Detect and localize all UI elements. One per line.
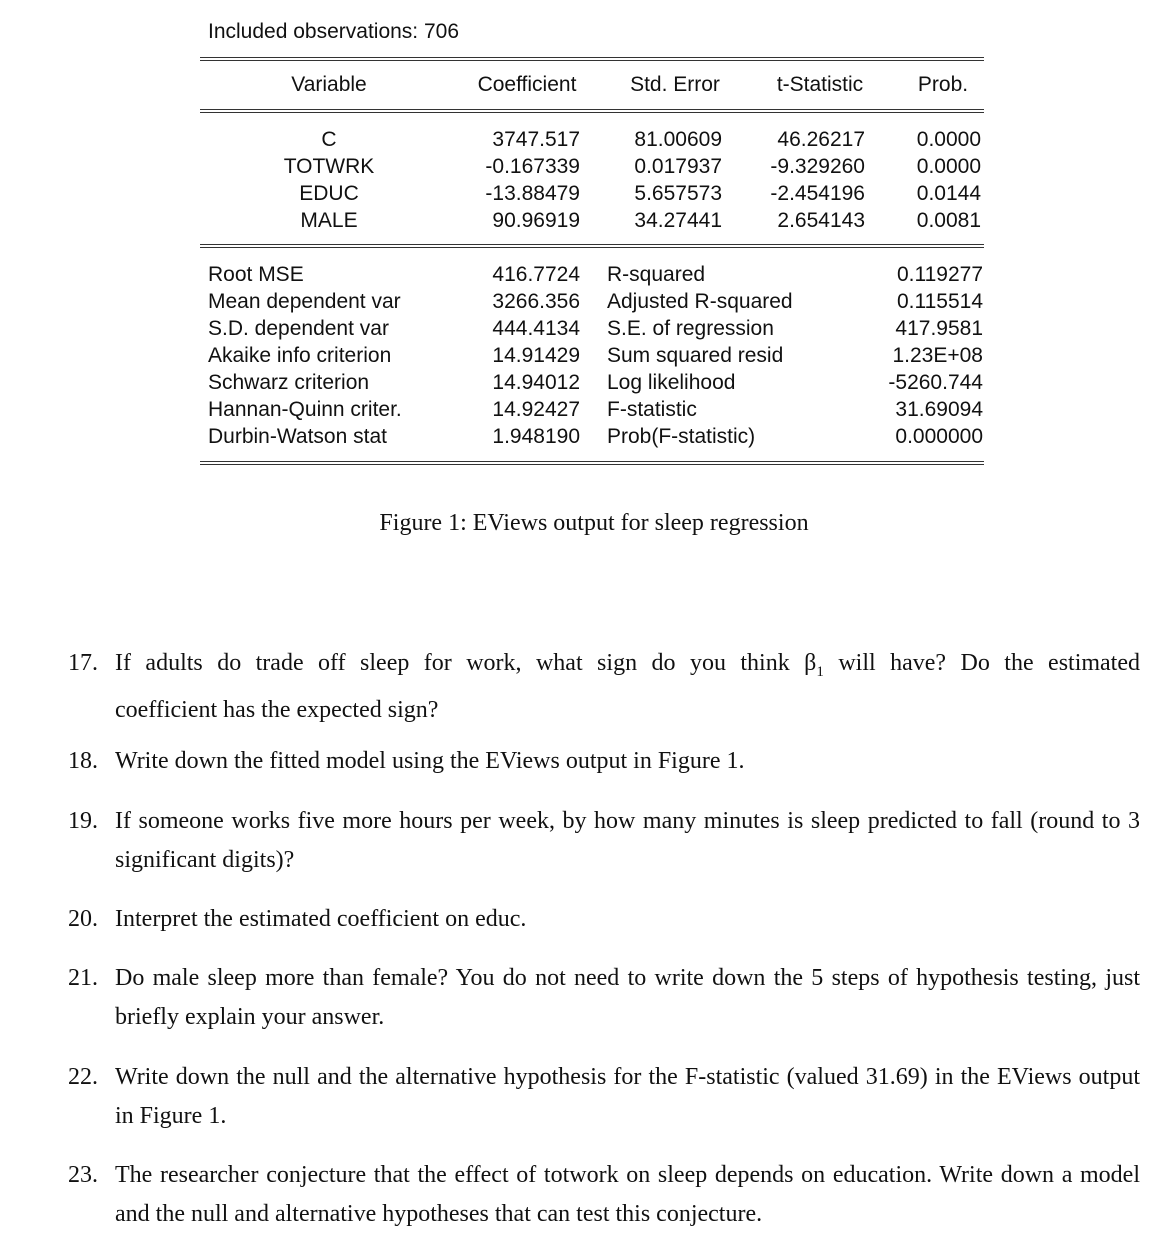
row-std-error: 0.017937	[634, 155, 722, 178]
stat-value: 1.948190	[492, 425, 580, 448]
row-variable: TOTWRK	[283, 155, 375, 178]
question-23	[68, 1156, 1140, 1233]
stat-value: 1.23E+08	[892, 344, 983, 367]
question-text-line1: If adults do trade off sleep for work, what sign do you think $\beta_1$ will have? Do the estimated	[115, 650, 1141, 680]
stat-value: 417.9581	[895, 317, 983, 340]
row-std-error: 81.00609	[634, 128, 722, 151]
row-variable: C	[321, 128, 337, 151]
stat-label: F-statistic	[607, 398, 697, 421]
question-21	[68, 959, 1140, 1036]
stat-value: 14.94012	[492, 371, 580, 394]
row-t-statistic: -9.329260	[770, 155, 865, 178]
row-t-statistic: 2.654143	[777, 209, 865, 232]
question-text: Write down the fitted model using the EViews output in Figure 1.	[115, 748, 745, 774]
stat-value: 31.69094	[895, 398, 983, 421]
question-text: Do male sleep more than female? You do not need to write down the 5 steps of hypothesis testing, just briefly explain your answer.	[115, 965, 1140, 1030]
question-number: 20.	[68, 906, 98, 932]
stat-value: 0.119277	[896, 263, 983, 286]
question-number: 17.	[68, 650, 98, 676]
row-coefficient: -13.88479	[485, 182, 580, 205]
stat-value: 3266.356	[492, 290, 580, 313]
question-text-line2: coefficient has the expected sign?	[115, 697, 439, 724]
question-text: Interpret the estimated coefficient on educ.	[115, 906, 527, 932]
stat-value: 14.92427	[492, 398, 580, 421]
col-header-coefficient: Coefficient	[477, 73, 577, 96]
stat-label: Schwarz criterion	[208, 371, 370, 394]
stat-value: 0.115514	[896, 290, 983, 313]
stat-value: 444.4134	[492, 317, 580, 340]
stat-label: Mean dependent var	[208, 290, 401, 313]
figure-caption: Figure 1: EViews output for sleep regression	[379, 510, 809, 536]
question-number: 23.	[68, 1162, 98, 1188]
col-header-std-error: Std. Error	[630, 73, 720, 96]
table-top-rule	[200, 57, 984, 61]
question-number: 22.	[68, 1064, 98, 1090]
stat-label: R-squared	[607, 263, 706, 286]
row-variable: EDUC	[299, 182, 359, 205]
stat-label: Hannan-Quinn criter.	[208, 398, 402, 421]
question-number: 19.	[68, 808, 98, 834]
header-rule	[200, 109, 984, 113]
row-t-statistic: -2.454196	[770, 182, 865, 205]
stat-value: 416.7724	[492, 263, 580, 286]
row-prob: 0.0144	[916, 182, 981, 205]
col-header-t-statistic: t-Statistic	[776, 73, 864, 96]
stat-label: Prob(F-statistic)	[607, 425, 756, 448]
col-header-prob: Prob.	[917, 73, 969, 96]
row-std-error: 34.27441	[634, 209, 722, 232]
stat-label: Root MSE	[208, 263, 304, 286]
question-number: 21.	[68, 965, 98, 991]
question-20	[68, 900, 1140, 939]
stat-label: S.D. dependent var	[208, 317, 389, 340]
stat-label: Durbin-Watson stat	[208, 425, 387, 448]
row-coefficient: 90.96919	[492, 209, 580, 232]
table-bottom-rule	[200, 461, 984, 465]
question-18	[68, 742, 1140, 781]
row-t-statistic: 46.26217	[777, 128, 865, 151]
question-text: Write down the null and the alternative hypothesis for the F-statistic (valued 31.69) in the EViews output in Figure 1.	[115, 1064, 1140, 1129]
stat-value: -5260.744	[888, 371, 983, 394]
question-text: The researcher conjecture that the effect of totwork on sleep depends on education. Write down a model and the null and alternative hypotheses that can test this conjecture.	[115, 1162, 1140, 1227]
question-19	[68, 802, 1140, 879]
stat-label: Log likelihood	[607, 371, 736, 394]
stats-rule	[200, 244, 984, 248]
row-prob: 0.0000	[916, 155, 981, 178]
stat-label: S.E. of regression	[607, 317, 774, 340]
col-header-variable: Variable	[291, 73, 367, 96]
row-prob: 0.0081	[916, 209, 981, 232]
row-variable: MALE	[300, 209, 358, 232]
row-coefficient: -0.167339	[485, 155, 580, 178]
question-text: If someone works five more hours per week, by how many minutes is sleep predicted to fall (round to 3 significant digits)?	[115, 808, 1140, 873]
stat-value: 14.91429	[492, 344, 580, 367]
stat-value: 0.000000	[895, 425, 983, 448]
question-17	[68, 644, 1140, 730]
stat-label: Adjusted R-squared	[607, 290, 793, 313]
stat-label: Sum squared resid	[607, 344, 784, 367]
row-coefficient: 3747.517	[492, 128, 580, 151]
question-22	[68, 1058, 1140, 1135]
stat-label: Akaike info criterion	[208, 344, 392, 367]
included-observations: Included observations: 706	[208, 20, 460, 43]
question-number: 18.	[68, 748, 98, 774]
row-std-error: 5.657573	[634, 182, 722, 205]
row-prob: 0.0000	[916, 128, 981, 151]
